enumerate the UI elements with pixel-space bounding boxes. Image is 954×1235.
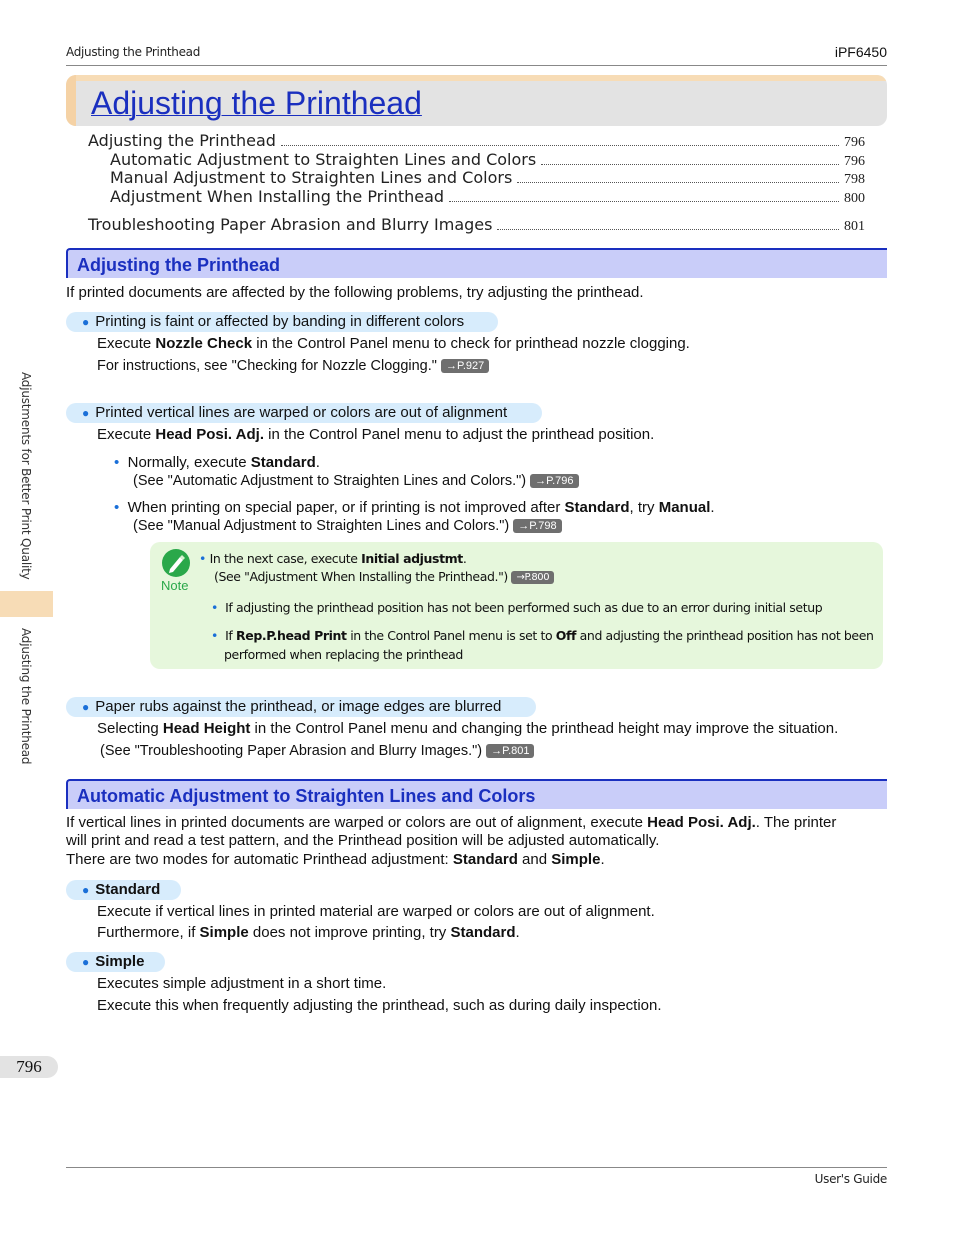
header-rule <box>66 65 887 66</box>
problem-item-pill <box>66 312 498 332</box>
note-bullet-continuation: performed when replacing the printhead <box>224 647 463 662</box>
sidebar-chapter-label[interactable]: Adjustments for Better Print Quality <box>19 372 33 580</box>
text-run: does not improve printing, try <box>248 924 451 941</box>
setting-value: Off <box>555 628 577 643</box>
instruction-line <box>97 720 838 738</box>
text-run: (See "Manual Adjustment to Straighten Lines and Colors.") <box>133 518 514 534</box>
mode-pill-label: Simple <box>95 953 145 970</box>
mode-name: Standard <box>250 454 316 471</box>
reference-line <box>100 742 534 760</box>
toc-entry-label: Troubleshooting Paper Abrasion and Blurry Images <box>88 215 493 234</box>
instruction-line <box>97 335 690 353</box>
page-number: 796 <box>0 1056 58 1078</box>
text-run: . <box>710 499 715 516</box>
text-run: , try <box>629 499 659 516</box>
toc-leader <box>281 145 839 146</box>
text-run: . <box>515 924 520 941</box>
paragraph-line: will print and read a test pattern, and the Printhead position will be adjusted automatically. <box>66 832 660 849</box>
note-bullet <box>211 600 822 615</box>
page-ref-link[interactable]: →P.796 <box>530 474 578 488</box>
text-run: (See "Adjustment When Installing the Printhead.") <box>214 569 512 584</box>
running-header-section: Adjusting the Printhead <box>66 45 201 59</box>
section-heading <box>66 248 887 278</box>
text-run: If adjusting the printhead position has not been performed such as due to an error during initial setup <box>225 600 823 615</box>
toc-leader <box>449 201 839 202</box>
pencil-icon <box>162 549 190 577</box>
bullet-icon: • <box>114 499 120 516</box>
mode-name: Simple <box>551 851 601 868</box>
note-reference-line <box>214 569 554 584</box>
text-run: Execute <box>97 335 156 352</box>
text-run: There are two modes for automatic Printhead adjustment: <box>66 851 453 868</box>
reference-line <box>97 357 489 375</box>
toc-entry-label: Automatic Adjustment to Straighten Lines and Colors <box>110 150 537 169</box>
toc-leader <box>497 229 839 230</box>
page-ref-link[interactable]: →P.798 <box>513 519 561 533</box>
toc-entry[interactable] <box>88 215 865 235</box>
bullet-icon: ● <box>82 315 90 329</box>
toc-entry-page: 800 <box>844 191 865 206</box>
toc-entry-page: 801 <box>844 219 865 234</box>
toc-entry-label: Adjusting the Printhead <box>88 131 276 150</box>
instruction-line: Executes simple adjustment in a short time. <box>97 975 387 992</box>
menu-item-name: Head Posi. Adj. <box>647 814 756 831</box>
text-run: (See "Automatic Adjustment to Straighten Lines and Colors.") <box>133 473 531 489</box>
text-run: and <box>517 851 552 868</box>
section-intro: If printed documents are affected by the following problems, try adjusting the printhead. <box>66 284 644 301</box>
text-run: If <box>225 628 237 643</box>
mode-name: Manual <box>658 499 711 516</box>
page-ref-link[interactable]: →P.800 <box>511 571 554 584</box>
bullet-icon: ● <box>82 955 90 969</box>
mode-name: Initial adjustmt <box>361 551 463 566</box>
toc-entry-label: Manual Adjustment to Straighten Lines and Colors <box>110 168 513 187</box>
mode-pill-simple <box>66 952 165 972</box>
footer-rule <box>66 1167 887 1168</box>
sidebar-section-label[interactable]: Adjusting the Printhead <box>19 628 33 765</box>
text-run: . <box>462 551 467 566</box>
section-heading <box>66 779 887 809</box>
toc-entry[interactable] <box>110 168 865 188</box>
toc-entry-page: 798 <box>844 172 865 187</box>
paragraph-line <box>66 814 836 832</box>
toc-entry[interactable] <box>88 131 865 151</box>
text-run: in the Control Panel menu and changing the printhead height may improve the situation. <box>250 720 839 737</box>
problem-item-label: Printing is faint or affected by banding in different colors <box>95 313 465 330</box>
text-run: (See "Troubleshooting Paper Abrasion and Blurry Images.") <box>100 743 487 759</box>
footer-text: User's Guide <box>814 1172 887 1186</box>
text-run: For instructions, see "Checking for Nozzle Clogging." <box>97 358 441 374</box>
bullet-icon: • <box>211 628 218 643</box>
problem-item-pill <box>66 697 536 717</box>
bullet-icon: • <box>211 600 218 615</box>
toc-leader <box>517 182 839 183</box>
reference-line <box>133 517 562 535</box>
text-run: . The printer <box>755 814 837 831</box>
bullet-icon: ● <box>82 883 90 897</box>
sub-bullet <box>114 454 320 472</box>
reference-line <box>133 472 579 490</box>
menu-item-name: Rep.P.head Print <box>236 628 347 643</box>
mode-name: Standard <box>450 924 516 941</box>
mode-pill-standard <box>66 880 181 900</box>
instruction-line <box>97 426 654 444</box>
instruction-line: Execute if vertical lines in printed material are warped or colors are out of alignment. <box>97 903 655 920</box>
title-bar-accent <box>66 75 887 81</box>
problem-item-pill <box>66 403 542 423</box>
section-heading-text: Adjusting the Printhead <box>77 255 281 275</box>
page-ref-link[interactable]: →P.927 <box>441 359 489 373</box>
mode-pill-label: Standard <box>95 881 161 898</box>
instruction-line: Execute this when frequently adjusting the printhead, such as during daily inspection. <box>97 997 662 1014</box>
text-run: Normally, execute <box>127 454 251 471</box>
bullet-icon: • <box>199 551 206 566</box>
menu-item-name: Nozzle Check <box>155 335 253 352</box>
note-label: Note <box>161 578 189 593</box>
text-run: . <box>600 851 605 868</box>
mode-name: Simple <box>199 924 249 941</box>
text-run: When printing on special paper, or if printing is not improved after <box>127 499 565 516</box>
sub-bullet <box>114 499 715 517</box>
text-run: and adjusting the printhead position has not been <box>576 628 874 643</box>
page-title[interactable]: Adjusting the Printhead <box>91 85 422 121</box>
title-bar-side-accent <box>66 75 76 126</box>
mode-name: Standard <box>564 499 630 516</box>
paragraph-line <box>66 851 605 869</box>
toc-entry-label: Adjustment When Installing the Printhead <box>110 187 445 206</box>
bullet-icon: ● <box>82 406 90 420</box>
bullet-icon: • <box>114 454 120 471</box>
toc-entry[interactable] <box>110 187 865 207</box>
text-run: in the Control Panel menu to adjust the printhead position. <box>264 426 655 443</box>
text-run: in the Control Panel menu is set to <box>346 628 556 643</box>
problem-item-label: Paper rubs against the printhead, or image edges are blurred <box>95 698 502 715</box>
toc-entry[interactable] <box>110 150 865 170</box>
section-heading-text: Automatic Adjustment to Straighten Lines and Colors <box>77 786 536 806</box>
sidebar-active-tab <box>0 591 53 617</box>
text-run: If vertical lines in printed documents are warped or colors are out of alignment, execute <box>66 814 648 831</box>
text-run: Execute <box>97 426 156 443</box>
toc-entry-page: 796 <box>844 135 865 150</box>
note-line <box>199 551 466 566</box>
instruction-line <box>97 924 520 942</box>
mode-name: Standard <box>452 851 518 868</box>
text-run: In the next case, execute <box>209 551 362 566</box>
menu-item-name: Head Height <box>162 720 251 737</box>
page-title-bar <box>66 75 887 126</box>
page-ref-link[interactable]: →P.801 <box>486 744 534 758</box>
bullet-icon: ● <box>82 700 90 714</box>
text-run: . <box>315 454 320 471</box>
menu-item-name: Head Posi. Adj. <box>155 426 265 443</box>
toc-leader <box>541 164 839 165</box>
text-run: Furthermore, if <box>97 924 200 941</box>
text-run: Selecting <box>97 720 163 737</box>
note-pencil-icon <box>162 549 190 577</box>
problem-item-label: Printed vertical lines are warped or colors are out of alignment <box>95 404 508 421</box>
running-header-model: iPF6450 <box>834 44 887 60</box>
note-bullet <box>211 628 874 643</box>
text-run: in the Control Panel menu to check for printhead nozzle clogging. <box>252 335 690 352</box>
toc-entry-page: 796 <box>844 154 865 169</box>
